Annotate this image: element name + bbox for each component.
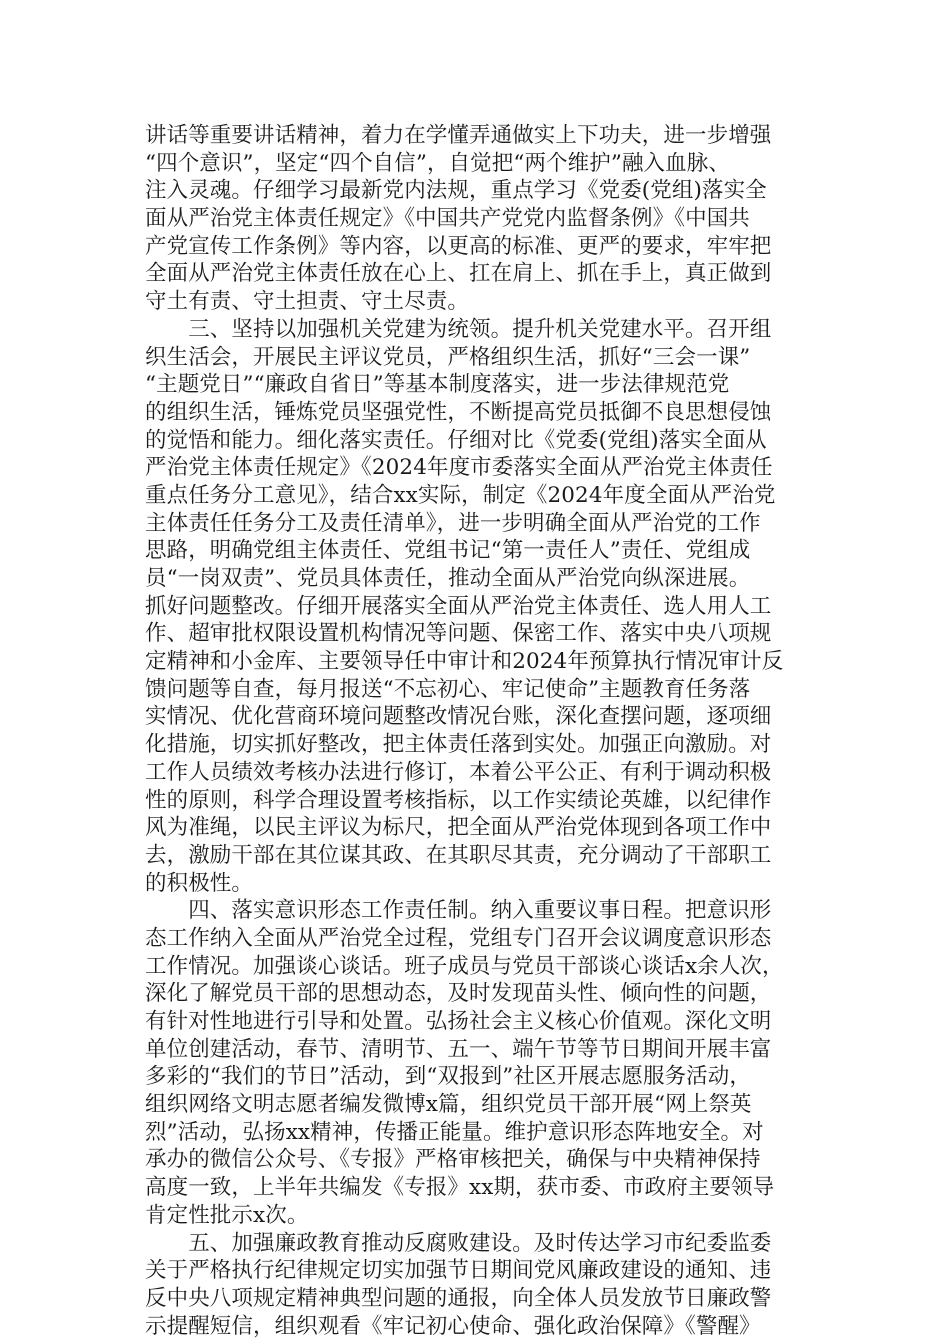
text-line: 承办的微信公众号、《专报》严格审核把关，确保与中央精神保持 bbox=[145, 1147, 761, 1173]
text-line: 的组织生活，锤炼党员坚强党性，不断提高党员抵御不良思想侵蚀 bbox=[145, 399, 772, 425]
document-body-text bbox=[145, 122, 815, 1340]
text-line: 工作情况。加强谈心谈话。班子成员与党员干部谈心谈话x余人次， bbox=[145, 953, 784, 979]
text-line: 性的原则，科学合理设置考核指标，以工作实绩论英雄，以纪律作 bbox=[145, 787, 772, 813]
text-line: 思路，明确党组主体责任、党组书记“第一责任人”责任、党组成 bbox=[145, 538, 751, 564]
text-line: 化措施，切实抓好整改，把主体责任落到实处。加强正向激励。对 bbox=[145, 732, 772, 758]
text-line: 注入灵魂。仔细学习最新党内法规，重点学习《党委(党组)落实全 bbox=[145, 178, 767, 204]
text-line: 肯定性批示x次。 bbox=[145, 1202, 309, 1228]
text-line: 的觉悟和能力。细化落实责任。仔细对比《党委(党组)落实全面从 bbox=[145, 427, 767, 453]
text-line: 作、超审批权限设置机构情况等问题、保密工作、落实中央八项规 bbox=[145, 621, 772, 647]
text-line: 反中央八项规定精神典型问题的通报，向全体人员发放节日廉政警 bbox=[145, 1285, 772, 1311]
text-line: 织生活会，开展民主评议党员，严格组织生活，抓好“三会一课” bbox=[145, 344, 751, 370]
text-line: 定精神和小金库、主要领导任中审计和2024年预算执行情况审计反 bbox=[145, 649, 784, 675]
text-line: 有针对性地进行引导和处置。弘扬社会主义核心价值观。深化文明 bbox=[145, 1009, 772, 1034]
text-line: 产党宣传工作条例》等内容，以更高的标准、更严的要求，牢牢把 bbox=[145, 233, 772, 259]
text-line: 的积极性。 bbox=[145, 870, 254, 896]
text-line: 态工作纳入全面从严治党全过程，党组专门召开会议调度意识形态 bbox=[145, 925, 772, 951]
text-line: 组织网络文明志愿者编发微博x篇，组织党员干部开展“网上祭英 bbox=[145, 1092, 752, 1118]
text-line: 五、加强廉政教育推动反腐败建设。及时传达学习市纪委监委 bbox=[145, 1230, 772, 1256]
text-line: 深化了解党员干部的思想动态，及时发现苗头性、倾向性的问题， bbox=[145, 981, 772, 1007]
text-line: 重点任务分工意见》，结合xx实际，制定《2024年度全面从严治党 bbox=[145, 482, 776, 508]
text-line: 关于严格执行纪律规定切实加强节日期间党风廉政建设的通知、违 bbox=[145, 1258, 772, 1284]
text-line: 主体责任任务分工及责任清单》，进一步明确全面从严治党的工作 bbox=[145, 510, 761, 536]
text-line: 全面从严治党主体责任放在心上、扛在肩上、抓在手上，真正做到 bbox=[145, 261, 772, 287]
text-line: 三、坚持以加强机关党建为统领。提升机关党建水平。召开组 bbox=[145, 316, 772, 342]
text-line: 面从严治党主体责任规定》《中国共产党党内监督条例》《中国共 bbox=[145, 206, 750, 232]
text-line: 多彩的“我们的节日”活动，到“双报到”社区开展志愿服务活动， bbox=[145, 1064, 751, 1090]
text-line: 工作人员绩效考核办法进行修订，本着公平公正、有利于调动积极 bbox=[145, 759, 772, 785]
text-line: 守土有责、守土担责、守土尽责。 bbox=[145, 289, 470, 315]
text-line: “四个意识”，坚定“四个自信”，自觉把“两个维护”融入血脉、 bbox=[145, 150, 730, 176]
text-line: 实情况、优化营商环境问题整改情况台账，深化查摆问题，逐项细 bbox=[145, 704, 772, 730]
text-line: 馈问题等自查，每月报送“不忘初心、牢记使命”主题教育任务落 bbox=[145, 676, 751, 702]
text-line: 去，激励干部在其位谋其政、在其职尽其责，充分调动了干部职工 bbox=[145, 842, 772, 868]
text-line: 烈”活动，弘扬xx精神，传播正能量。维护意识形态阵地安全。对 bbox=[145, 1119, 764, 1145]
text-line: 风为准绳，以民主评议为标尺，把全面从严治党体现到各项工作中 bbox=[145, 815, 772, 841]
text-line: 单位创建活动，春节、清明节、五一、端午节等节日期间开展丰富 bbox=[145, 1036, 772, 1062]
text-line: 严治党主体责任规定》《2024年度市委落实全面从严治党主体责任 bbox=[145, 455, 773, 481]
text-line: 讲话等重要讲话精神，着力在学懂弄通做实上下功夫，进一步增强 bbox=[145, 123, 772, 148]
text-line: 高度一致，上半年共编发《专报》xx期，获市委、市政府主要领导 bbox=[145, 1175, 775, 1201]
text-line: “主题党日”“廉政自省日”等基本制度落实，进一步法律规范党 bbox=[145, 372, 730, 398]
text-line: 抓好问题整改。仔细开展落实全面从严治党主体责任、选人用人工 bbox=[145, 593, 772, 619]
text-line: 四、落实意识形态工作责任制。纳入重要议事日程。把意识形 bbox=[145, 898, 772, 924]
text-line: 示提醒短信，组织观看《牢记初心使命、强化政治保障》《警醒》 bbox=[145, 1313, 761, 1339]
text-line: 员“一岗双责”、党员具体责任，推动全面从严治党向纵深进展。 bbox=[145, 566, 751, 591]
